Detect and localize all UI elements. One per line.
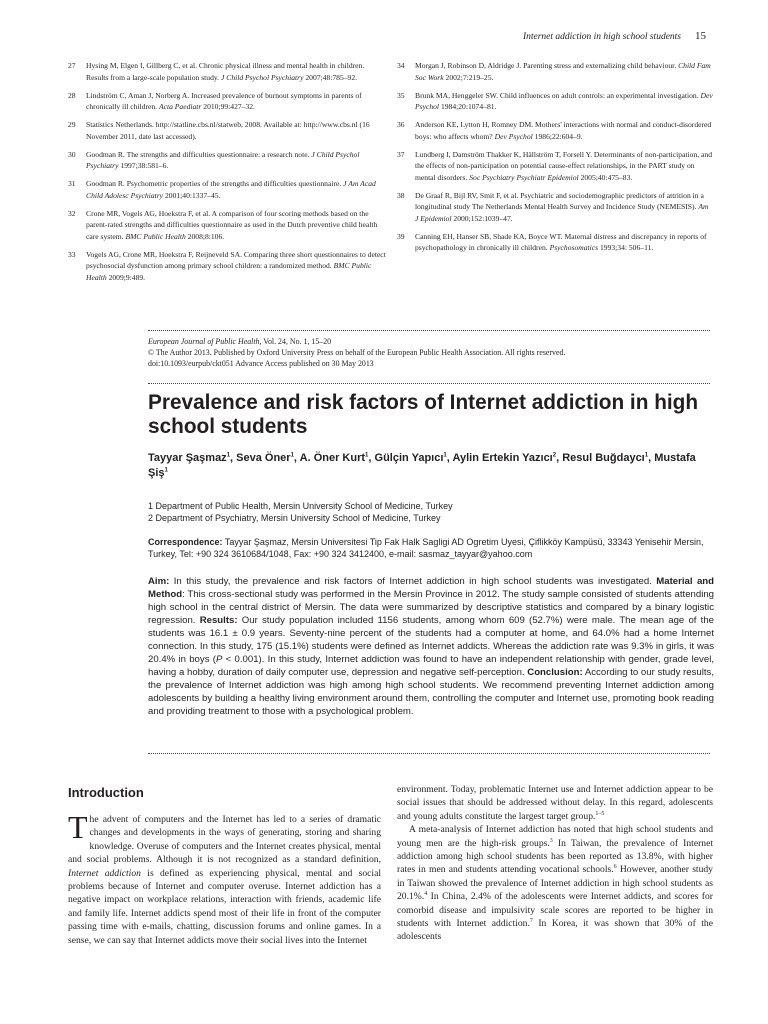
section-heading-introduction: Introduction xyxy=(68,785,144,800)
reference-item: 29 Statistics Netherlands. http://statline.cbs.nl/statweb, 2008. Available at: http://www.cbs.nl (16 November 2011, date last accessed). xyxy=(68,120,370,141)
affiliation-list xyxy=(148,500,714,524)
correspondence-label: Correspondence: xyxy=(148,537,223,547)
body-column-left xyxy=(68,809,381,947)
author: Tayyar Şaşmaz$^1$, xyxy=(148,452,237,464)
reference-item: 38 De Graaf R, Bijl RV, Smit F, et al. Psychiatric and sociodemographic predictors of attrition in a longitudinal study The Netherlands Mental Health Survey and Incidence Study (NEMESIS). Am J Epidemiol 2000;152:1039–47. xyxy=(397,190,709,223)
body-paragraph: A meta-analysis of Internet addiction has noted that high school students and young men are the high-risk groups.$^3$ In Taiwan, the prevalence of Internet addiction among high school students has been reported as 13.8%, with higher rates in men and students attending vocational schools.$^6$ However, another study in Taiwan showed the prevalence of Internet addiction in high school students as 20.1%.$^4$ In China, 2.4% of the adolescents were Internet addicts, and scores for comorbid disease and impulsivity scale scores are reported to be higher in students with Internet addiction.$^7$ In Korea, it was shown that 30% of the adolescents xyxy=(397,824,713,943)
body-paragraph: The advent of computers and the Internet has led to a series of dramatic changes and developments in the ways of generating, storing and sharing knowledge. Overuse of computers and the Internet creates physical, mental and social problems. Although it is not recognized as a standard definition, Internet addiction is defined as experiencing physical, mental and social problems because of Internet and computer overuse. Internet addiction has a negative impact on workplace relations, interaction with friends, academic life and family life. Internet addicts spend most of their life in front of the computer passing time with e-mails, chatting, discussion forums and online games. In a sense, we can say that Internet addicts move their social lives into the Internet xyxy=(68,809,381,946)
reference-item: 31 Goodman R. Psychometric properties of the strengths and difficulties questionnaire. J Am Acad Child Adolesc Psychiatry 2001;40:1337–45. xyxy=(68,179,376,200)
author-list xyxy=(148,451,714,480)
reference-item: 36 Anderson KE, Lytton H, Romney DM. Mothers' interactions with normal and conduct-disordered boys: who affects whom? Dev Psychol 1986;22:604–9. xyxy=(397,120,712,141)
page-number: 15 xyxy=(695,30,706,42)
dotted-divider-title xyxy=(148,383,710,384)
author: Aylin Ertekin Yazıcı$^2$, xyxy=(452,452,563,464)
dotted-divider-top xyxy=(148,330,710,331)
reference-item: 34 Morgan J, Robinson D, Aldridge J. Parenting stress and externalizing child behaviour. Child Fam Soc Work 2002;7:219–25. xyxy=(397,61,711,82)
author: A. Öner Kurt$^1$, xyxy=(299,452,375,464)
running-title: Internet addiction in high school students xyxy=(522,32,681,42)
abstract: Aim: In this study, the prevalence and risk factors of Internet addiction in high school students was investigated. Material and Method: This cross-sectional study was performed in the Mersin Province in 2012. The study sample consisted of students attending high school in the central district of Mersin. The data were summarized by descriptive statistics and compared by a binary logistic regression. Results: Our study population included 1156 students, among whom 609 (52.7%) were male. The mean age of the students was 16.1 ± 0.9 years. Seventy-nine percent of the students had a computer at home, and 64.0% had a home Internet connection. In this study, 175 (15.1%) students were defined as Internet addicts. Whereas the addiction rate was 9.3% in girls, it was 20.4% in boys (P < 0.001). In this study, Internet addiction was found to have an independent relationship with gender, grade level, having a hobby, duration of daily computer use, depression and negative self-perception. Conclusion: According to our study results, the prevalence of Internet addiction was high among high school students. We recommend preventing Internet addiction among adolescents by building a healthy living environment around them, controlling the computer and Internet use, promoting book reading and providing treatment to those with a psychological problem. xyxy=(148,576,715,717)
copyright-notice: © The Author 2013. Published by Oxford University Press on behalf of the European Public Health Association. All rights reserved. xyxy=(148,348,566,358)
journal-info xyxy=(148,336,710,370)
reference-item: 39 Canning EH, Hanser SB, Shade KA, Boyce WT. Maternal distress and discrepancy in reports of psychopathology in chronically ill children. Psychosomatics 1993;34: 506–11. xyxy=(397,231,707,252)
author: Seva Öner$^1$, xyxy=(236,452,300,464)
doi-line: doi:10.1093/eurpub/ckt051 Advance Access published on 30 May 2013 xyxy=(148,359,374,369)
running-header xyxy=(0,30,706,42)
affiliation: 2 Department of Psychiatry, Mersin University School of Medicine, Turkey xyxy=(148,513,441,523)
body-paragraph: environment. Today, problematic Internet use and Internet addiction appear to be social issues that should be addressed without delay. In this regard, adolescents and young adults constitute the largest target group.$^{1-5}$ xyxy=(397,784,713,822)
body-column-right xyxy=(397,783,713,944)
dotted-divider-bottom xyxy=(148,753,710,754)
reference-item: 30 Goodman R. The strengths and difficulties questionnaire: a research note. J Child Psychol Psychiatry 1997;38:581–6. xyxy=(68,149,360,170)
reference-list-left xyxy=(68,60,388,290)
reference-item: 27 Hysing M, Elgen I, Gillberg C, et al. Chronic physical illness and mental health in children. Results from a large-scale population study. J Child Psychol Psychiatry 2007;48:785–92. xyxy=(68,61,365,82)
reference-item: 33 Vogels AG, Crone MR, Hoekstra F, Reijneveld SA. Comparing three short questionnaires to detect psychosocial dysfunction among primary school children: a randomized method. BMC Public Health 2009;9:489. xyxy=(68,249,386,282)
author: Gülçin Yapıcı$^1$, xyxy=(374,452,453,464)
reference-item: 28 Lindström C, Aman J, Norberg A. Increased prevalence of burnout symptoms in parents of chronically ill children. Acta Paediatr 2010;99:427–32. xyxy=(68,90,362,111)
journal-citation: European Journal of Public Health, Vol. 24, No. 1, 15–20 xyxy=(148,337,332,346)
author: Resul Buğdaycı$^1$, xyxy=(562,452,655,464)
reference-item: 35 Brunk MA, Henggeler SW. Child influences on adult controls: an experimental investigation. Dev Psychol 1984;20:1074–81. xyxy=(397,90,713,111)
reference-list-right xyxy=(397,60,713,260)
drop-cap: T xyxy=(68,809,88,845)
reference-item: 37 Lundberg I, Damström Thakker K, Hällström T, Forsell Y. Determinants of non-participation, and the effects of non-participation on potential cause-effect relationships, in the PART study on mental disorders. Soc Psychiatry Psychiatr Epidemiol 2005;40:475–83. xyxy=(397,149,713,182)
affiliation: 1 Department of Public Health, Mersin University School of Medicine, Turkey xyxy=(148,501,453,511)
author: Mustafa Şiş$^1$ xyxy=(148,452,696,479)
correspondence xyxy=(148,536,714,560)
correspondence-text: Tayyar Şaşmaz, Mersin Universitesi Tip Fak Halk Sagligi AD Ogretim Uyesi, Çiflikköy Kampüsü, 33343 Yenisehir Mersin, Turkey, Tel: +90 324 3610684/1048, Fax: +90 324 3412400, e-mail: sasmaz_tayyar@yahoo.com xyxy=(148,537,704,559)
reference-item: 32 Crone MR, Vogels AG, Hoekstra F, et al. A comparison of four scoring methods based on the parent-rated strengths and difficulties questionnaire as used in the Dutch preventive child health care system. BMC Public Health 2008;8:106. xyxy=(68,208,378,241)
article-title: Prevalence and risk factors of Internet addiction in high school students xyxy=(148,391,699,438)
